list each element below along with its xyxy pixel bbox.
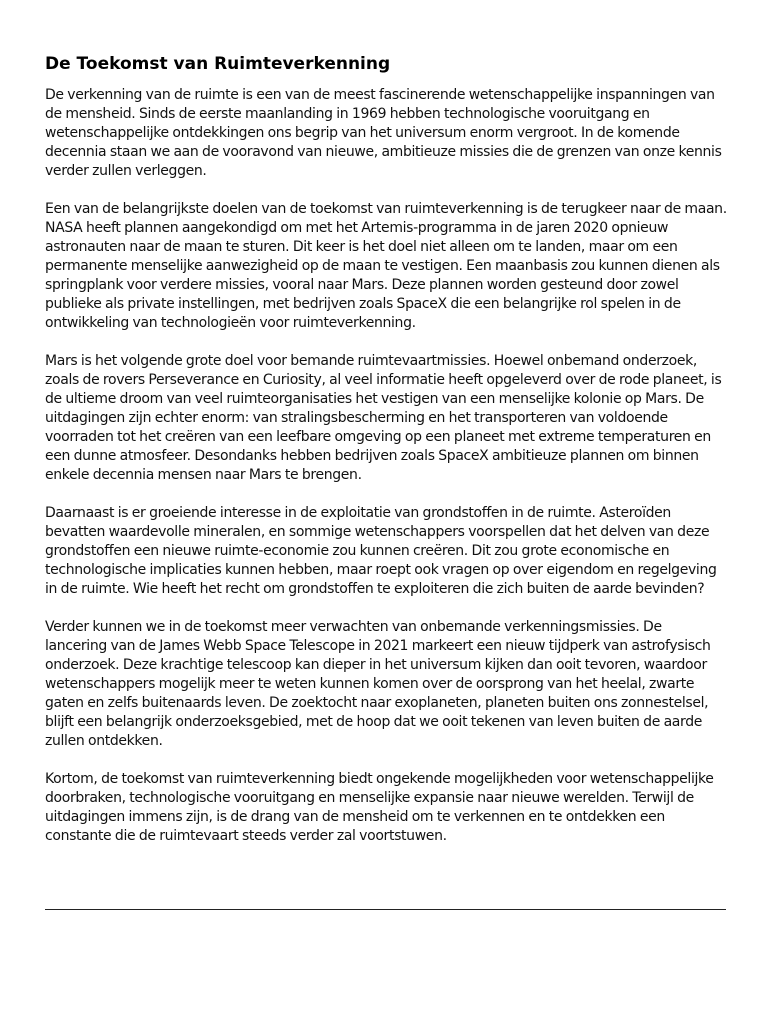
document-body: [45, 52, 727, 865]
paragraph-intro: De verkenning van de ruimte is een van de meest fascinerende wetenschappelijke inspanningen van de mensheid. Sinds de eerste maanlanding in 1969 hebben technologische vooruitgang en wetenschappelijke ontdekkingen ons begrip van het universum enorm vergroot. In de komende decennia staan we aan de vooravond van nieuwe, ambitieuze missies die de grenzen van onze kennis verder zullen verleggen.: [45, 87, 722, 179]
page-title: De Toekomst van Ruimteverkenning: [45, 54, 391, 74]
paragraph-mars: Mars is het volgende grote doel voor bemande ruimtevaartmissies. Hoewel onbemand onderzoek, zoals de rovers Perseverance en Curiosity, al veel informatie heeft opgeleverd over de rode planeet, is de ultieme droom van veel ruimteorganisaties het vestigen van een menselijke kolonie op Mars. De uitdagingen zijn echter enorm: van stralingsbescherming en het transporteren van voldoende voorraden tot het creëren van een leefbare omgeving op een planeet met extreme temperaturen en een dunne atmosfeer. Desondanks hebben bedrijven zoals SpaceX ambitieuze plannen om binnen enkele decennia mensen naar Mars te brengen.: [45, 353, 722, 483]
paragraph-unmanned-missions: Verder kunnen we in de toekomst meer verwachten van onbemande verkenningsmissies. De lancering van de James Webb Space Telescope in 2021 markeert een nieuw tijdperk van astrofysisch onderzoek. Deze krachtige telescoop kan dieper in het universum kijken dan ooit tevoren, waardoor wetenschappers mogelijk meer te weten kunnen komen over de oorsprong van het heelal, zwarte gaten en zelfs buitenaards leven. De zoektocht naar exoplaneten, planeten buiten ons zonnestelsel, blijft een belangrijk onderzoeksgebied, met de hoop dat we ooit tekenen van leven buiten de aarde zullen ontdekken.: [45, 619, 711, 749]
paragraph-conclusion: Kortom, de toekomst van ruimteverkenning biedt ongekende mogelijkheden voor wetenschappelijke doorbraken, technologische vooruitgang en menselijke expansie naar nieuwe werelden. Terwijl de uitdagingen immens zijn, is de drang van de mensheid om te verkennen en te ontdekken een constante die de ruimtevaart steeds verder zal voortstuwen.: [45, 771, 714, 844]
horizontal-divider: [45, 909, 726, 910]
paragraph-moon: Een van de belangrijkste doelen van de toekomst van ruimteverkenning is de terugkeer naar de maan. NASA heeft plannen aangekondigd om met het Artemis-programma in de jaren 2020 opnieuw astronauten naar de maan te sturen. Dit keer is het doel niet alleen om te landen, maar om een permanente menselijke aanwezigheid op de maan te vestigen. Een maanbasis zou kunnen dienen als springplank voor verdere missies, vooral naar Mars. Deze plannen worden gesteund door zowel publieke als private instellingen, met bedrijven zoals SpaceX die een belangrijke rol spelen in de ontwikkeling van technologieën voor ruimteverkenning.: [45, 201, 727, 331]
paragraph-resources: Daarnaast is er groeiende interesse in de exploitatie van grondstoffen in de ruimte. Asteroïden bevatten waardevolle mineralen, en sommige wetenschappers voorspellen dat het delven van deze grondstoffen een nieuwe ruimte-economie zou kunnen creëren. Dit zou grote economische en technologische implicaties kunnen hebben, maar roept ook vragen op over eigendom en regelgeving in de ruimte. Wie heeft het recht om grondstoffen te exploiteren die zich buiten de aarde bevinden?: [45, 505, 717, 597]
